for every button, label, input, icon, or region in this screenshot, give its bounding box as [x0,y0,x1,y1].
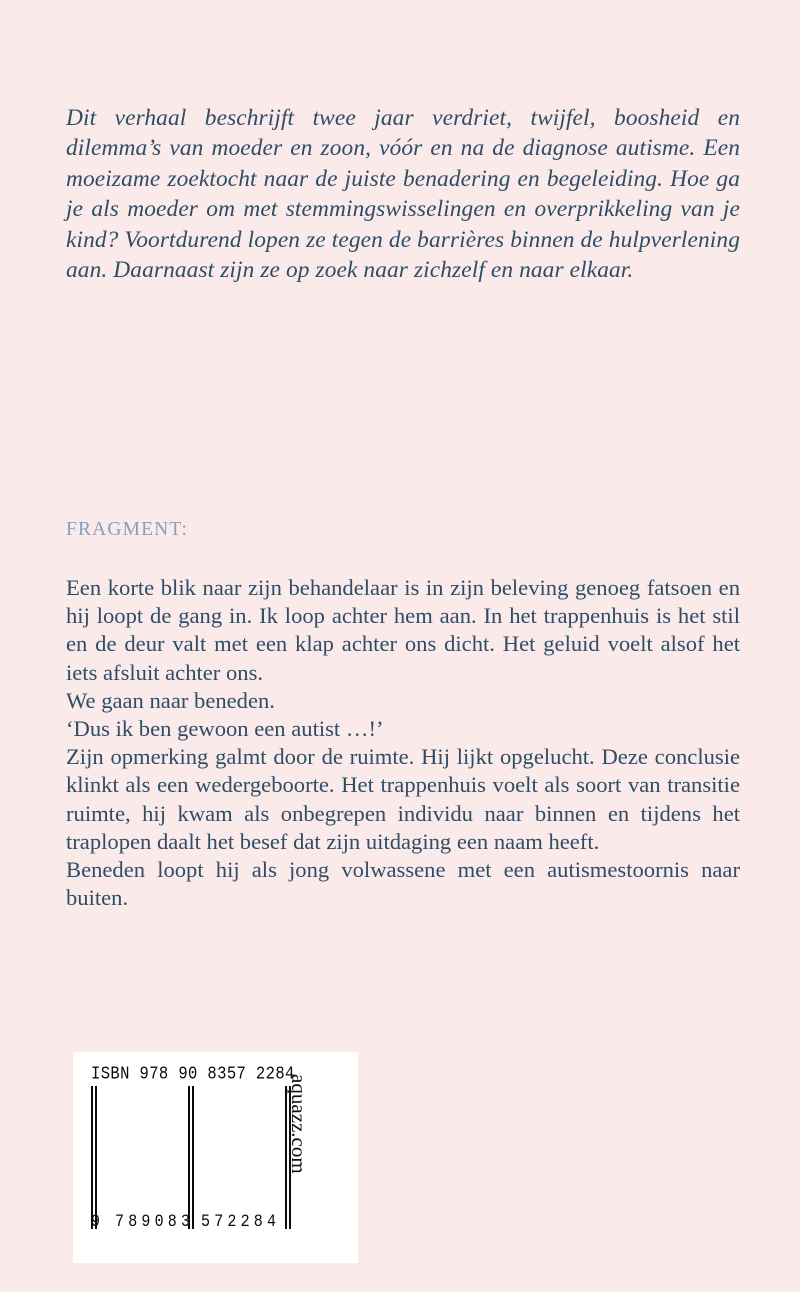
ean-digits [91,1212,291,1236]
fragment-heading: FRAGMENT: [66,519,189,540]
fragment-paragraph: Een korte blik naar zijn behandelaar is in zijn beleving genoeg fatsoen en hij loopt de gang in. Ik loop achter hem aan. In het trappenhuis is het stil en de deur valt met een klap achter ons dicht. Het geluid voelt alsof het iets afsluit achter ons. [66,575,740,685]
isbn-label: ISBN 978 90 8357 2284 [91,1063,295,1085]
barcode-bars [91,1086,291,1214]
fragment-paragraph: We gaan naar beneden. [66,687,275,713]
fragment-paragraph: Beneden loopt hij als jong volwassene met een autismestoornis naar buiten. [66,857,740,911]
blurb-paragraph [66,103,740,285]
barcode-graphic [91,1062,295,1254]
ean-left-digit: 9 [91,1212,101,1233]
publisher-url: aquazz.com [287,1074,311,1174]
fragment-body [66,574,740,912]
ean-group-1: 789083 [115,1212,195,1233]
barcode-panel [73,1052,358,1263]
fragment-paragraph: Zijn opmerking galmt door de ruimte. Hij lijkt opgelucht. Deze conclusie klinkt als een wedergeboorte. Het trappenhuis voelt als soort van transitie ruimte, hij kwam als onbegrepen individu naar binnen en tijdens het traplopen daalt het besef dat zijn uitdaging een naam heeft. [66,744,740,854]
fragment-paragraph: ‘Dus ik ben gewoon een autist …!’ [66,716,384,742]
ean-group-2: 572284 [201,1212,281,1233]
blurb-text: Dit verhaal beschrijft twee jaar verdriet, twijfel, boosheid en dilemma’s van moeder en zoon, vóór en na de diagnose autisme. Een moeizame zoektocht naar de juiste benadering en begeleiding. Hoe ga je als moeder om met stemmingswisselingen en overprikkeling van je kind? Voortdurend lopen ze tegen de barrières binnen de hulpverlening aan. Daarnaast zijn ze op zoek naar zichzelf en naar elkaar. [66,105,740,284]
